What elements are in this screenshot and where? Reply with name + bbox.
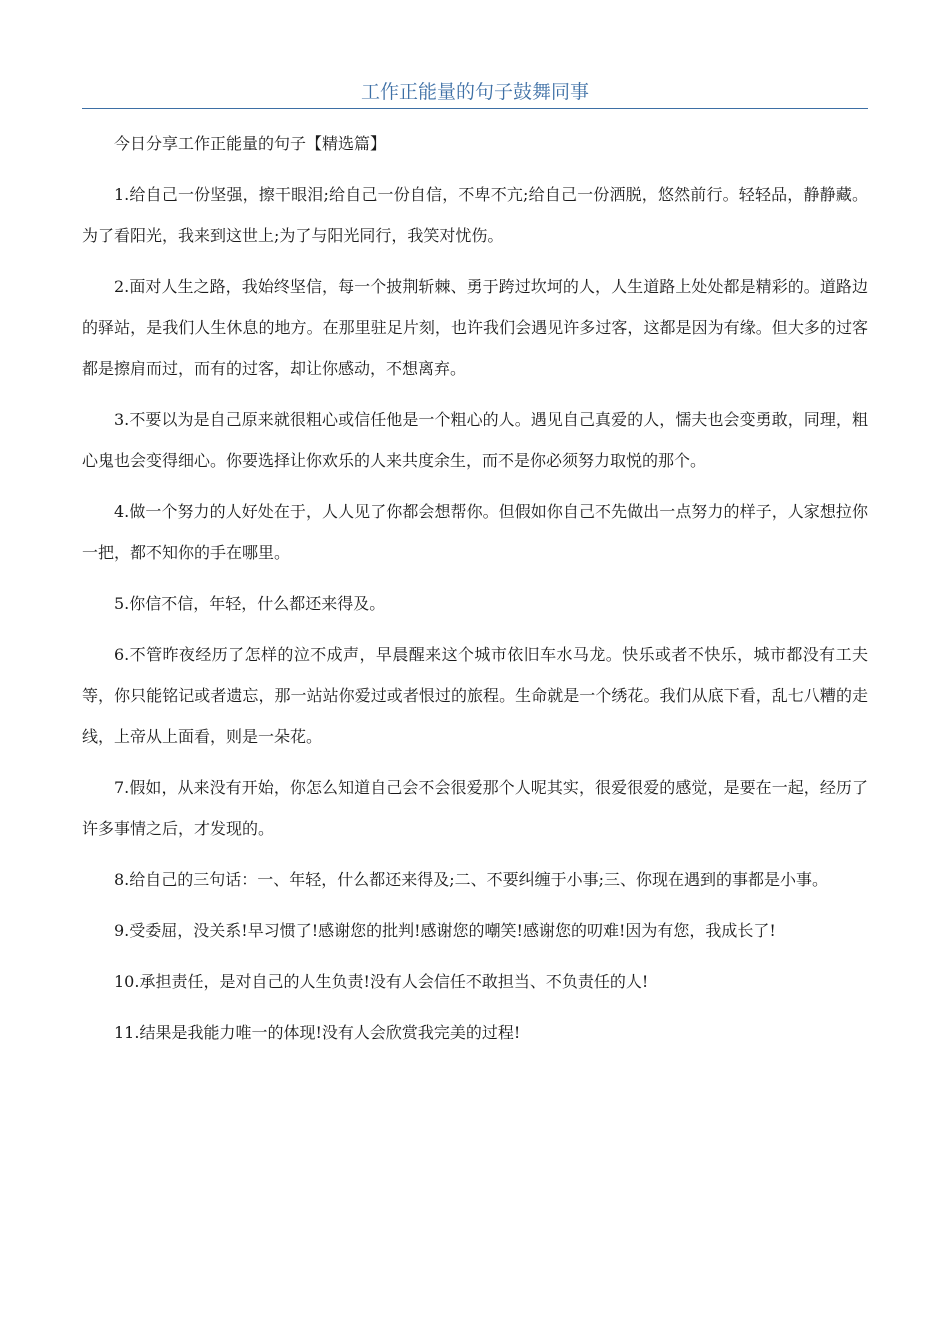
intro-paragraph: 今日分享工作正能量的句子【精选篇】 [114, 134, 387, 153]
quote-item-10: 10.承担责任，是对自己的人生负责!没有人会信任不敢担当、不负责任的人! [114, 972, 649, 991]
quote-item-4: 4.做一个努力的人好处在于，人人见了你都会想帮你。但假如你自己不先做出一点努力的样子，人家想拉你一把，都不知你的手在哪里。 [82, 502, 868, 562]
quote-item-6: 6.不管昨夜经历了怎样的泣不成声，早晨醒来这个城市依旧车水马龙。快乐或者不快乐，城市都没有工夫等，你只能铭记或者遗忘，那一站站你爱过或者恨过的旅程。生命就是一个绣花。我们从底下看，乱七八糟的走线，上帝从上面看，则是一朵花。 [82, 645, 868, 746]
quote-item-11: 11.结果是我能力唯一的体现!没有人会欣赏我完美的过程! [114, 1023, 521, 1042]
quote-item-9: 9.受委屈，没关系!早习惯了!感谢您的批判!感谢您的嘲笑!感谢您的叨难!因为有您，我成长了! [114, 921, 776, 940]
quote-item-5: 5.你信不信，年轻，什么都还来得及。 [114, 594, 386, 613]
quote-item-2: 2.面对人生之路，我始终坚信，每一个披荆斩棘、勇于跨过坎坷的人，人生道路上处处都是精彩的。道路边的驿站，是我们人生休息的地方。在那里驻足片刻，也许我们会遇见许多过客，这都是因为有缘。但大多的过客都是擦肩而过，而有的过客，却让你感动，不想离弃。 [82, 277, 868, 378]
quote-item-8: 8.给自己的三句话：一、年轻，什么都还来得及;二、不要纠缠于小事;三、你现在遇到的事都是小事。 [114, 870, 829, 889]
document-page [82, 78, 868, 1053]
document-title: 工作正能量的句子鼓舞同事 [82, 78, 868, 109]
quote-item-3: 3.不要以为是自己原来就很粗心或信任他是一个粗心的人。遇见自己真爱的人，懦夫也会变勇敢，同理，粗心鬼也会变得细心。你要选择让你欢乐的人来共度余生，而不是你必须努力取悦的那个。 [82, 410, 868, 470]
quote-item-1: 1.给自己一份坚强，擦干眼泪;给自己一份自信，不卑不亢;给自己一份洒脱，悠然前行。轻轻品，静静藏。为了看阳光，我来到这世上;为了与阳光同行，我笑对忧伤。 [82, 185, 868, 245]
quote-item-7: 7.假如，从来没有开始，你怎么知道自己会不会很爱那个人呢其实，很爱很爱的感觉，是要在一起，经历了许多事情之后，才发现的。 [82, 778, 868, 838]
